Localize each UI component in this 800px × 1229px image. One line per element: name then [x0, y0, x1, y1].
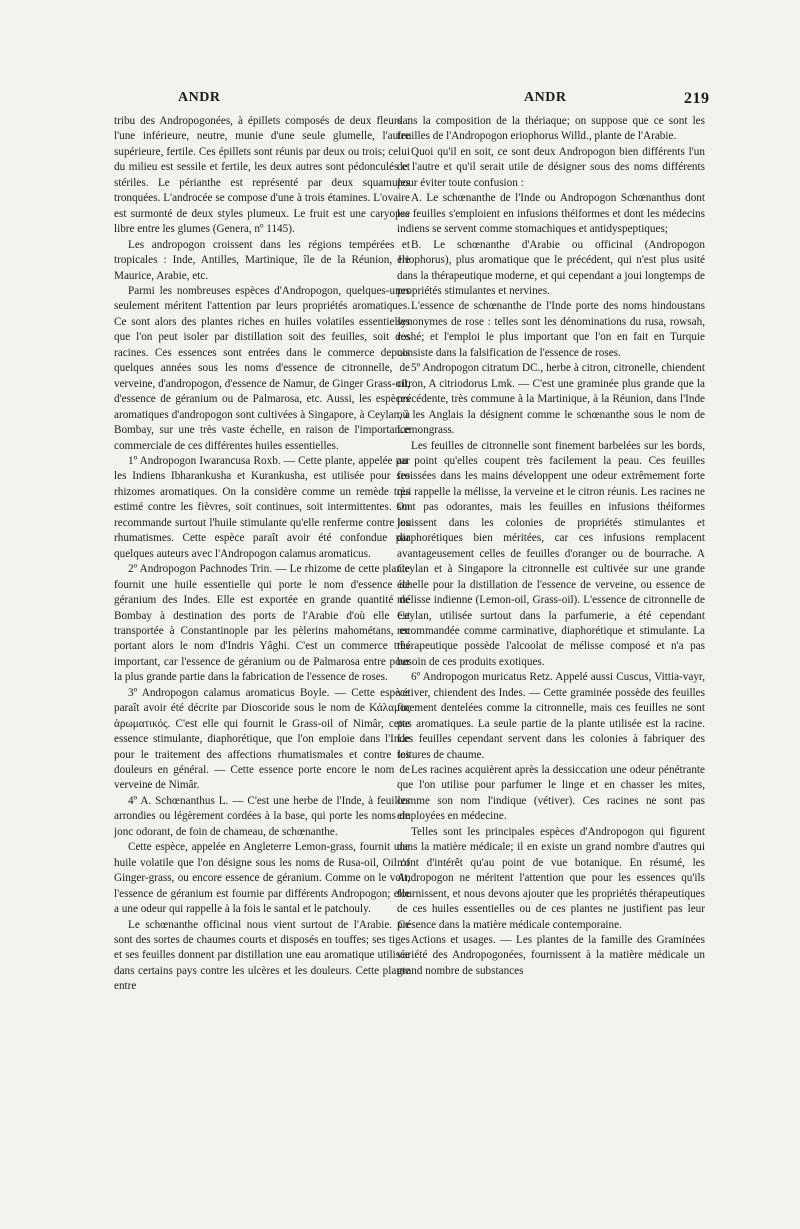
paragraph: 3º Andropogon calamus aromaticus Boyle. — Cette espèce paraît avoir été décrite par Dioscoride sous le nom de Κάλαμος ἀρωματικός. C'est elle qui fournit le Grass-oil of Nimâr, cette essence stimulante, diaphorétique, que l'on emploie dans l'Inde pour le traitement des affections rhumatismales et contre les douleurs en général. — Cette essence porte encore le nom de verveine de Nimâr. [114, 686, 410, 792]
paragraph: 4º A. Schœnanthus L. — C'est une herbe de l'Inde, à feuilles arrondies ou légèrement cordées à la base, qui porte les noms de jonc odorant, de foin de chameau, de schœnanthe. [114, 794, 410, 838]
running-header-right: ANDR [524, 90, 567, 105]
paragraph: dans la composition de la thériaque; on suppose que ce sont les feuilles de l'Andropogon eriophorus Willd., plante de l'Arabie. [397, 115, 705, 143]
paragraph: 5º Andropogon citratum DC., herbe à citron, citronelle, chiendent citron, A citriodorus Lmk. — C'est une graminée plus grande que la précédente, très commune à la Martinique, à la Réunion, dans l'Inde où les Anglais la désignent comme le schœnanthe sous le nom de Lemongrass. [397, 362, 705, 437]
paragraph: A. Le schœnanthe de l'Inde ou Andropogon Schœnanthus dont les feuilles s'emploient en infusions théiformes et dont les médecins indiens se servent comme stomachiques et antidyspeptiques; [397, 192, 705, 236]
paragraph: Les feuilles de citronnelle sont finement barbelées sur les bords, au point qu'elles coupent très facilement la peau. Ces feuilles froissées dans les mains développent une odeur extrêmement forte qui rappelle la mélisse, la verveine et le citron réunis. Les racines ne sont pas odorantes, mais les feuilles en infusions théiformes jouissent dans les colonies de propriétés stimulantes et diaphorétiques bien méritées, car ces infusions remplacent avantageusement celles de feuilles d'oranger ou de bourrache. A Ceylan et à Singapore la citronnelle est cultivée sur une grande échelle pour la distillation de l'essence de verveine, ou essence de mélisse indienne (Lemon-oil, Grass-oil). L'essence de citronnelle de Ceylan, utilisée surtout dans la parfumerie, a été cependant recommandée comme carminative, diaphorétique et stimulante. La thérapeutique possède l'alcoolat de mélisse composé et n'a pas besoin de ces produits exotiques. [397, 439, 705, 668]
page-number: 219 [684, 90, 710, 107]
paragraph: 1º Andropogon Iwarancusa Roxb. — Cette plante, appelée par les Indiens Ibharankusha et Kurankusha, est utilisée pour ses rhizomes aromatiques. On la considère comme un remède très estimé contre les fièvres, soit continues, soit intermittentes. On recommande surtout l'huile stimulante qu'elle renferme contre les rhumatismes. Cette espèce paraît avoir été confondue par quelques auteurs avec l'Andropogon calamus aromaticus. [114, 454, 410, 560]
paragraph: 6º Andropogon muricatus Retz. Appelé aussi Cuscus, Vittia-vayr, vétiver, chiendent des Indes. — Cette graminée possède des feuilles finement dentelées comme la citronnelle, mais ces feuilles ne sont pas aromatiques. La seule partie de la plante utilisée est la racine. Les feuilles cependant servent dans les colonies à fabriquer des toitures de chaume. [397, 671, 705, 761]
paragraph: Le schœnanthe officinal nous vient surtout de l'Arabie. Ce sont des sortes de chaumes courts et disposés en touffes; ses tiges et ses feuilles donnent par distillation une eau aromatique utilisée dans certains pays contre les ulcères et les douleurs. Cette plante entre [114, 918, 410, 993]
paragraph: Cette espèce, appelée en Angleterre Lemon-grass, fournit une huile volatile que l'on désigne sous les noms de Rusa-oil, Oil of Ginger-grass, ou encore essence de géranium. Comme on le voit, l'essence de géranium est fournie par différents Andropogon; elle a une odeur qui rappelle à la fois le santal et le patchouly. [114, 841, 410, 916]
running-header-left: ANDR [178, 90, 221, 105]
paragraph: Quoi qu'il en soit, ce sont deux Andropogon bien différents l'un de l'autre et qu'il serait utile de désigner sous des noms différents pour éviter toute confusion : [397, 145, 705, 189]
paragraph: Parmi les nombreuses espèces d'Andropogon, quelques-unes seulement méritent l'attention par leurs propriétés aromatiques. Ce sont alors des plantes riches en huiles volatiles essentielles que l'on peut isoler par distillation soit des feuilles, soit des racines. Ces essences sont entrées dans le commerce depuis quelques années sous les noms d'essence de citronnelle, de verveine, d'andropogon, d'essence de Namur, de Ginger Grass-oil, d'essence de géranium ou de Palmarosa, etc. Aussi, les espèces aromatiques d'andropogon sont cultivées à Singapore, à Ceylan, à Bombay, sur une très vaste échelle, en raison de l'importance commerciale de ces différentes huiles essentielles. [114, 284, 410, 452]
paragraph: Les andropogon croissent dans les régions tempérées et tropicales : Inde, Antilles, Martinique, île de la Réunion, Ile Maurice, Arabie, etc. [114, 238, 410, 282]
paragraph: Telles sont les principales espèces d'Andropogon qui figurent dans la matière médicale; il en existe un grand nombre d'autres qui n'ont d'intérêt qu'au point de vue botanique. En résumé, les Andropogon ne méritent l'attention que pour les essences qu'ils fournissent, et nous devons ajouter que les propriétés thérapeutiques de ces huiles essentielles ou de ces plantes ne justifient pas leur présence dans la matière médicale contemporaine. [397, 825, 705, 931]
right-column [397, 114, 705, 979]
paragraph: Actions et usages. — Les plantes de la famille des Graminées variété des Andropogonées, fournissent à la matière médicale un grand nombre de substances [397, 934, 705, 977]
paragraph: L'essence de schœnanthe de l'Inde porte des noms hindoustans synonymes de rose : telles sont les dénominations du rusa, rowsah, roshé; et l'emploi le plus important que l'on en fait en Turquie consiste dans la falsification de l'essence de roses. [397, 300, 705, 359]
paragraph: 2º Andropogon Pachnodes Trin. — Le rhizome de cette plante fournit une huile essentielle qui porte le nom d'essence de géranium des Indes. Elle est exportée en grande quantité de Bombay à destination des ports de l'Arabie d'où elle est transportée à Constantinople par les pèlerins mahométans, en portant alors le nom d'Indris Yâghi. C'est un commerce très important, car l'essence de géranium ou de Palmarosa entre pour la plus grande partie dans la fabrication de l'essence de roses. [114, 563, 410, 684]
paragraph: B. Le schœnanthe d'Arabie ou officinal (Andropogon eriophorus), plus aromatique que le précédent, qui n'est plus usité dans la thérapeutique moderne, et qui cependant a joui longtemps de propriétés stimulantes et nervines. [397, 238, 705, 297]
paragraph: tribu des Andropogonées, à épillets composés de deux fleurs : l'une inférieure, neutre, munie d'une seule glumelle, l'autre supérieure, fertile. Ces épillets sont réunis par deux ou trois; celui du milieu est sessile et fertile, les deux autres sont pédonculés et stériles. Le périanthe est représenté par deux squamules tronquées. L'androcée se compose d'une à trois étamines. L'ovaire est surmonté de deux styles plumeux. Le fruit est une caryopse libre entre les glumes (Genera, nº 1145). [114, 115, 410, 236]
paragraph: Les racines acquièrent après la dessiccation une odeur pénétrante que l'on utilise pour parfumer le linge et en chasser les mites, comme son nom l'indique (vétiver). Ces racines ne sont pas employées en médecine. [397, 764, 705, 823]
left-column [114, 114, 410, 995]
